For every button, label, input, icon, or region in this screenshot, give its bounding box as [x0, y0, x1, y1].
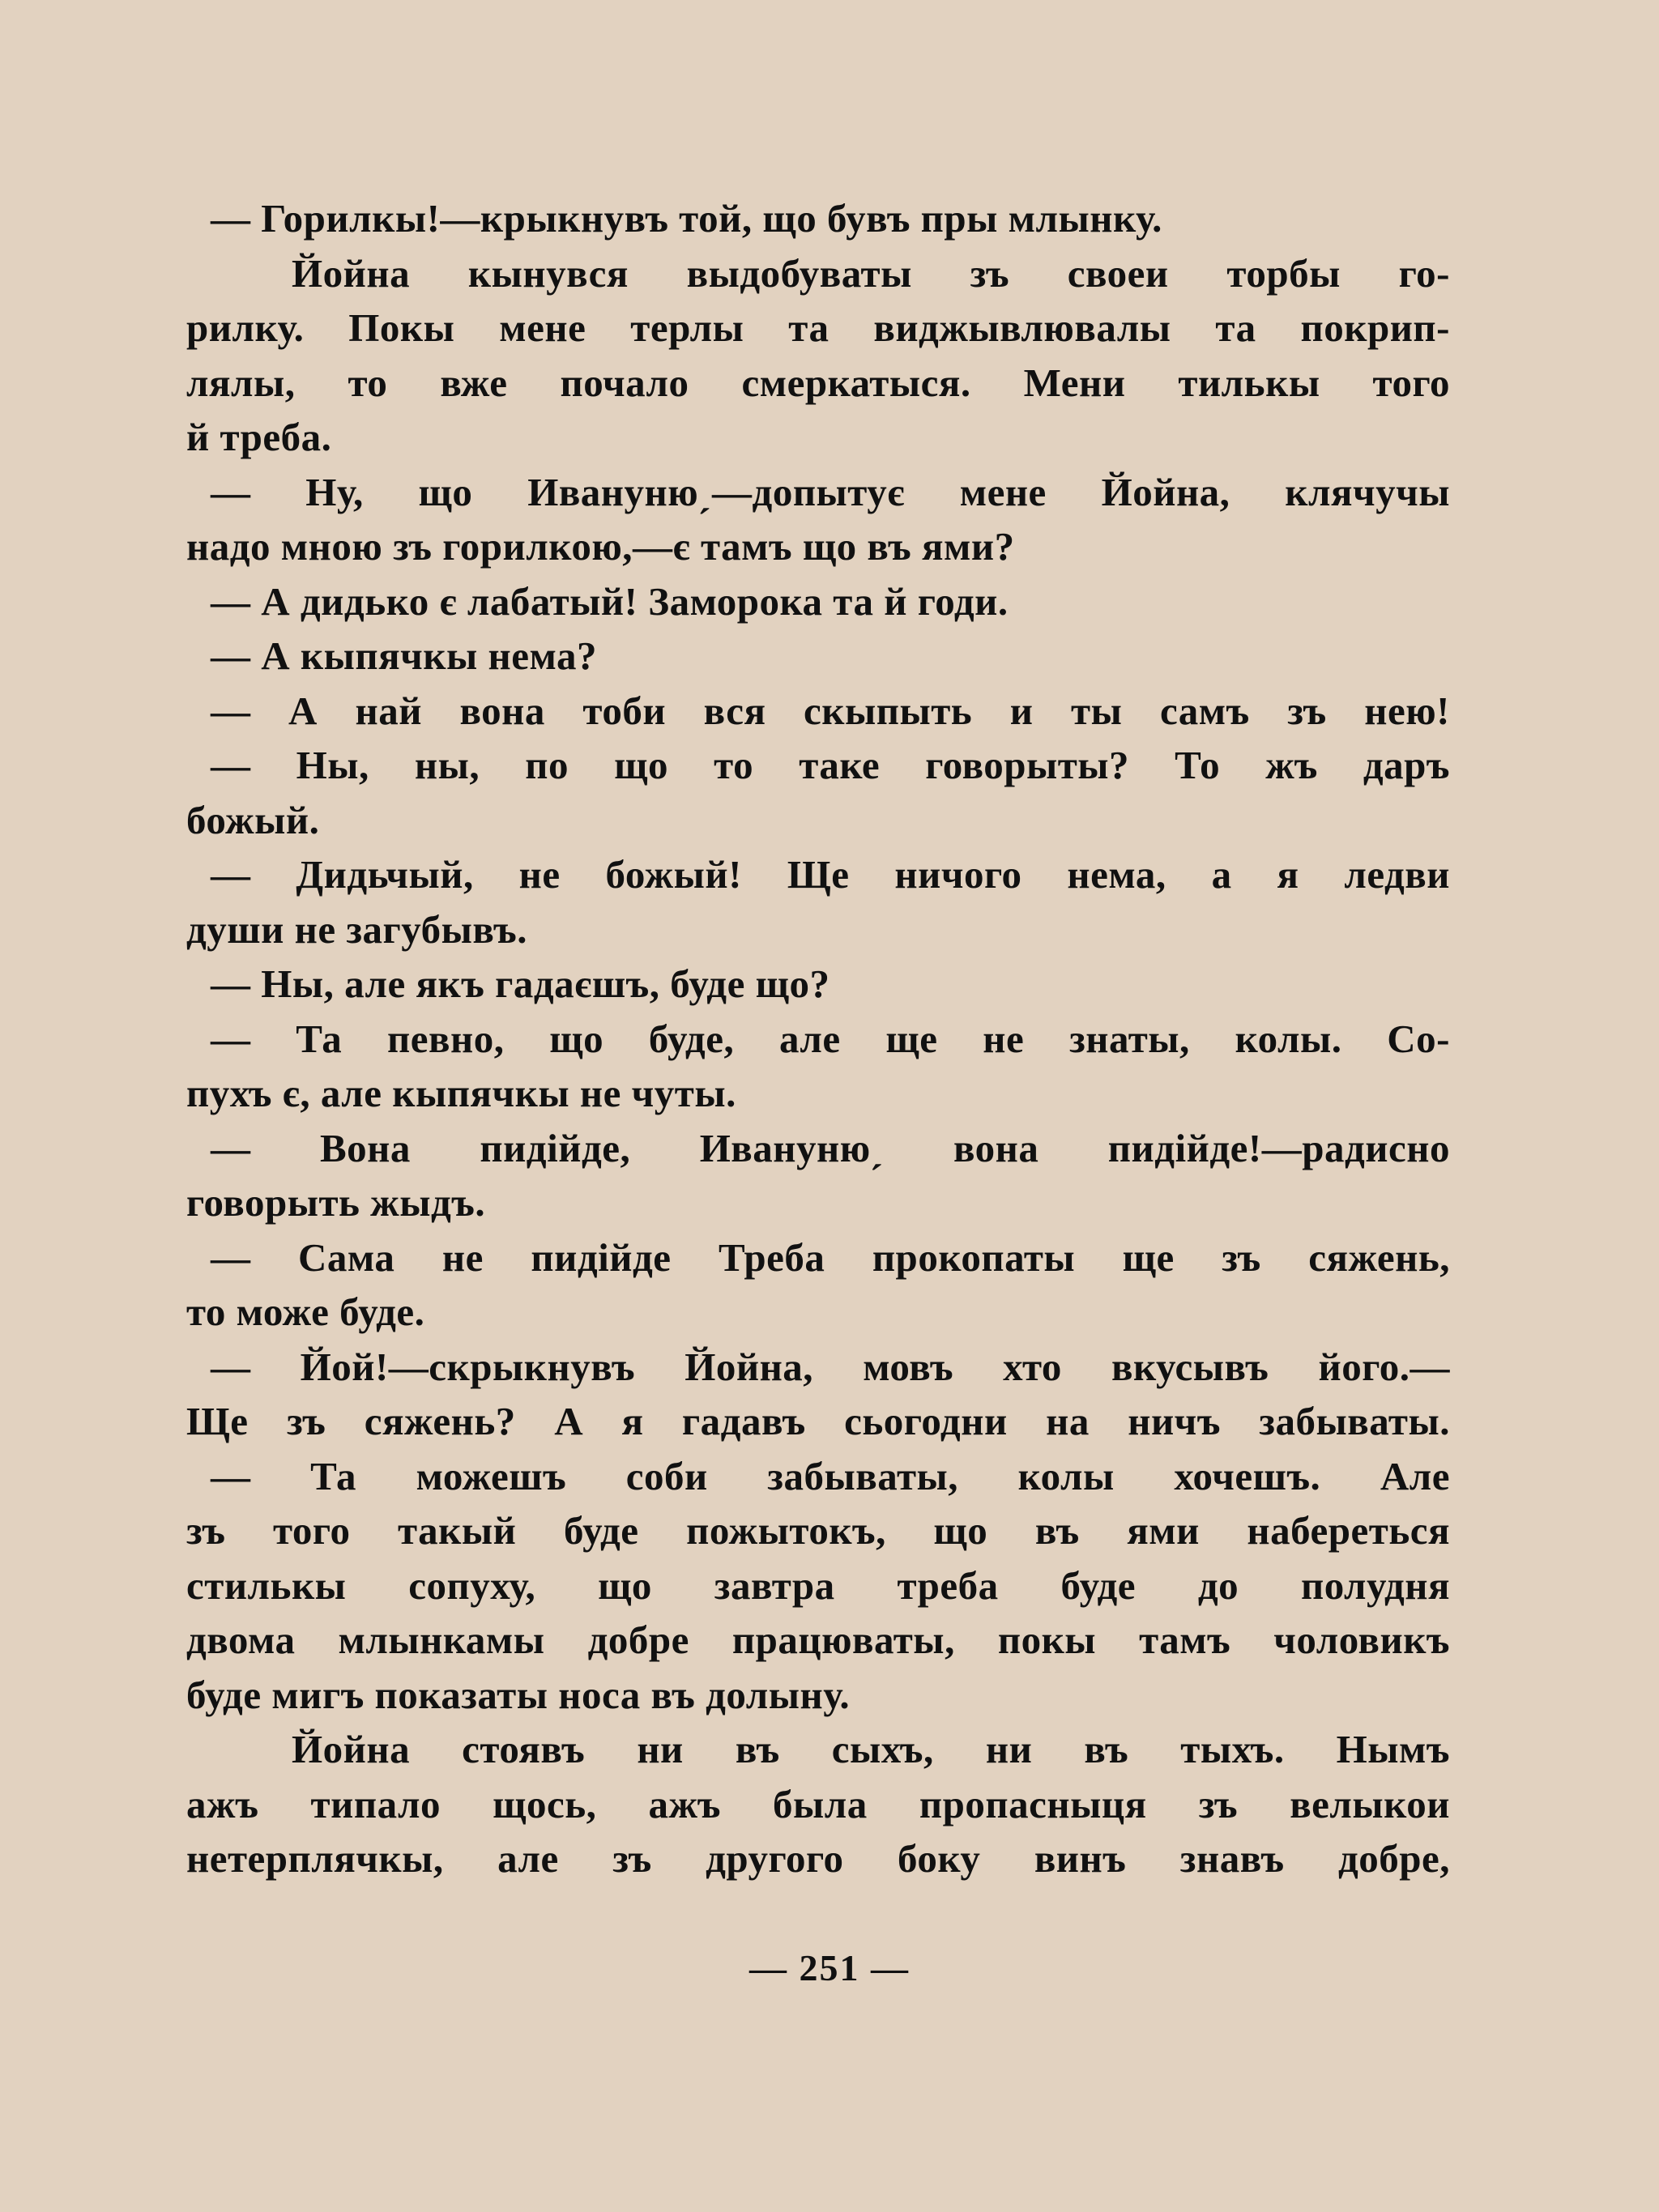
text-line: рилку. Покы мене терлы та виджывлювалы та покрип- [186, 305, 1450, 350]
text-line: й треба. [186, 415, 332, 459]
text-line: лялы, то вже почало смеркатыся. Мени тилькы того [186, 360, 1450, 405]
text-line: — А дидько є лабатый! Заморока та й годи. [211, 578, 1009, 624]
text-line: Йойна стоявъ ни въ сыхъ, ни въ тыхъ. Нымъ [292, 1727, 1450, 1771]
text-line: — Та певно, що буде, але ще не знаты, колы. Со- [211, 1016, 1450, 1061]
text-line: нетерплячкы, але зъ другого боку винъ знавъ добре, [186, 1836, 1450, 1881]
text-line: Йойна кынувся выдобуваты зъ своеи торбы го- [292, 250, 1450, 296]
text-line: — А най вона тоби вся скыпыть и ты самъ зъ нею! [211, 688, 1450, 733]
page-text [186, 191, 1450, 1886]
page-number: — 251 — [749, 1947, 910, 1988]
text-line: — Йой!—скрыкнувъ Йойна, мовъ хто вкусывъ його.— [211, 1344, 1450, 1389]
text-line: — Вона пидійде, Иванунюˏ вона пидійде!—радисно [211, 1125, 1450, 1170]
text-line: надо мною зъ горилкою,—є тамъ що въ ями? [186, 524, 1015, 569]
text-line: — Горилкы!—крыкнувъ той, що бувъ пры млынку. [211, 196, 1162, 241]
text-line: души не загубывъ. [186, 906, 527, 952]
text-line: двома млынкамы добре працюваты, покы тамъ чоловикъ [186, 1617, 1450, 1662]
text-line: буде мигъ показаты носа въ долыну. [186, 1672, 851, 1717]
text-line: то може буде. [186, 1289, 425, 1334]
text-line: пухъ є, але кыпячкы не чуты. [186, 1071, 736, 1115]
text-line: говорыть жыдъ. [186, 1180, 486, 1225]
text-line: — Ны, але якъ гадаєшъ, буде що? [211, 961, 830, 1006]
text-line: — Дидьчый, не божый! Ще ничого нема, а я ледви [211, 852, 1450, 897]
text-line: ажъ типало щось, ажъ была пропасныця зъ велыкои [186, 1781, 1450, 1826]
text-line: божый. [186, 797, 320, 842]
text-line: — Та можешъ соби забываты, колы хочешъ. Але [211, 1453, 1450, 1498]
text-line: — А кыпячкы нема? [211, 633, 598, 678]
text-line: стилькы сопуху, що завтра треба буде до полудня [186, 1562, 1450, 1608]
text-line: зъ того такый буде пожытокъ, що въ ями набереться [186, 1508, 1450, 1553]
text-line: — Ны, ны, по що то таке говорыты? То жъ даръ [211, 743, 1450, 787]
text-line: — Ну, що Иванунюˏ—допытує мене Йойна, клячучы [211, 469, 1450, 514]
text-line: Ще зъ сяжень? А я гадавъ сьогодни на ничъ забываты. [186, 1399, 1450, 1443]
text-line: — Сама не пидійде Треба прокопаты ще зъ сяжень, [211, 1234, 1450, 1280]
